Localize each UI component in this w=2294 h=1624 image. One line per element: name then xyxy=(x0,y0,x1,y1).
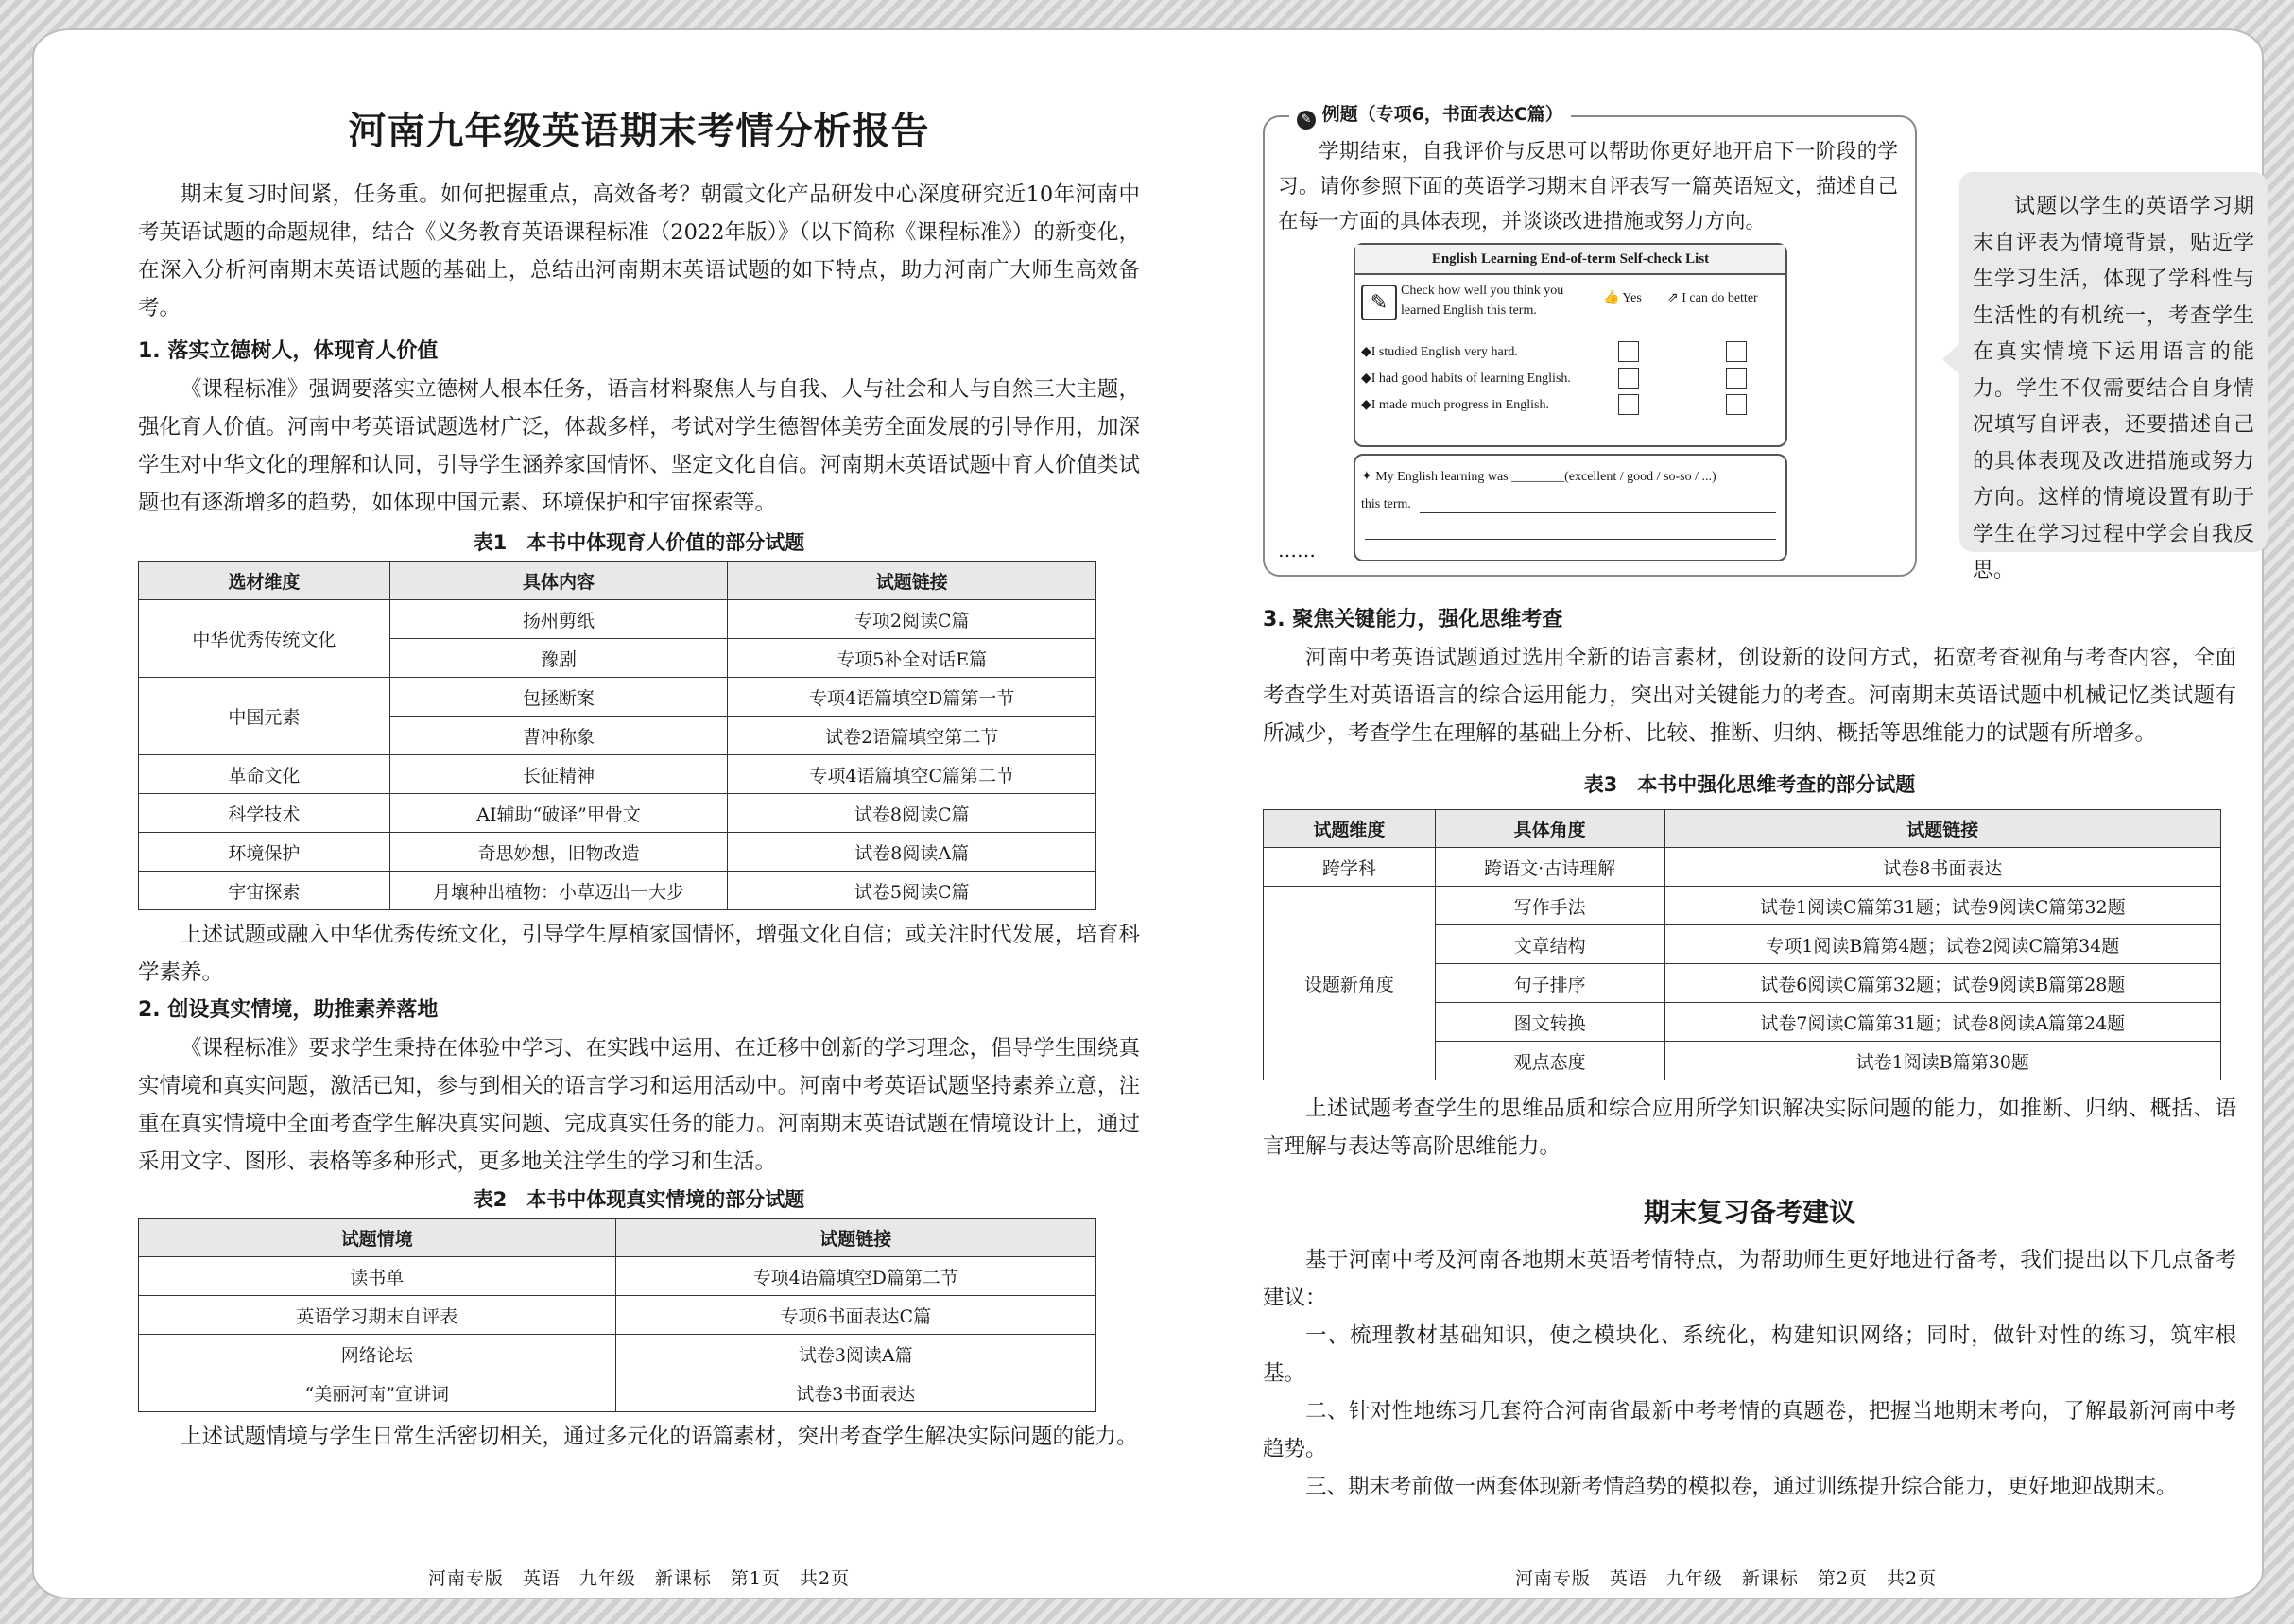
table-3-header: 试题链接 xyxy=(1664,810,2220,848)
example-text: 学期结束，自我评价与反思可以帮助你更好地开启下一阶段的学习。请你参照下面的英语学习期末自评表写一篇英语短文，描述自己在每一方面的具体表现，并谈谈改进措施或努力方向。 xyxy=(1278,140,1898,233)
table-cell: 英语学习期末自评表 xyxy=(139,1296,616,1335)
table-2-caption: 表2 本书中体现真实情境的部分试题 xyxy=(473,1188,805,1211)
better-checkbox[interactable] xyxy=(1726,394,1747,415)
table-2-header: 试题链接 xyxy=(615,1219,1095,1257)
better-label: I can do better xyxy=(1682,291,1758,305)
section-3-heading: 3. 聚焦关键能力，强化思维考查 xyxy=(1263,608,1563,631)
answer-line xyxy=(1365,539,1776,540)
card-title: English Learning End-of-term Self-check List xyxy=(1355,245,1785,275)
better-checkbox[interactable] xyxy=(1726,341,1747,362)
table-row xyxy=(139,678,1096,717)
table-cell: 观点态度 xyxy=(1435,1042,1664,1080)
writing-line-2: this term. xyxy=(1361,497,1411,511)
table-row xyxy=(139,794,1096,833)
document-sheet xyxy=(32,28,2264,1599)
table-cell: 网络论坛 xyxy=(139,1335,616,1373)
review-item: 二、针对性地练习几套符合河南省最新中考考情的真题卷，把握当地期末考向，了解最新河南中考趋势。 xyxy=(1263,1399,2236,1461)
table-row xyxy=(139,600,1096,639)
table-cell: 革命文化 xyxy=(139,755,390,794)
checklist-item: ◆I made much progress in English. xyxy=(1361,398,1549,412)
left-page xyxy=(138,30,1140,1598)
table-3-caption: 表3 本书中强化思维考查的部分试题 xyxy=(1583,773,1916,796)
intro-paragraph: 期末复习时间紧，任务重。如何把握重点，高效备考？朝霞文化产品研发中心深度研究近10年河南中考英语试题的命题规律，结合《义务教育英语课程标准（2022年版）》（以下简称《课程标准》）的新变化，在深入分析河南期末英语试题的基础上，总结出河南期末英语试题的如下特点，助力河南广大师生高效备考。 xyxy=(138,182,1140,320)
table-row xyxy=(1264,887,2221,925)
table-cell: 试卷1阅读B篇第30题 xyxy=(1664,1042,2220,1080)
table-cell: 跨学科 xyxy=(1264,848,1436,887)
page-2-footer: 河南专版 英语 九年级 新课标 第2页 共2页 xyxy=(1514,1568,1938,1589)
page-1-footer: 河南专版 英语 九年级 新课标 第1页 共2页 xyxy=(427,1568,851,1589)
table-cell: 试卷3书面表达 xyxy=(615,1373,1095,1412)
table-cell: 试卷8阅读C篇 xyxy=(728,794,1096,833)
table-cell: 试卷8书面表达 xyxy=(1664,848,2220,887)
table-cell: “美丽河南”宣讲词 xyxy=(139,1373,616,1412)
table-row xyxy=(139,833,1096,872)
table-cell: 专项6书面表达C篇 xyxy=(615,1296,1095,1335)
table-1-caption: 表1 本书中体现育人价值的部分试题 xyxy=(473,531,805,554)
commentary-bubble: 试题以学生的英语学习期末自评表为情境背景，贴近学生学习生活，体现了学科性与生活性的有机统一，考查学生在真实情境下运用语言的能力。学生不仅需要结合自身情况填写自评表，还要描述自己的具体表现及改进措施或努力方向。这样的情境设置有助于学生在学习过程中学会自我反思。 xyxy=(1959,172,2268,552)
section-3-text: 河南中考英语试题通过选用全新的语言素材，创设新的设问方式，拓宽考查视角与考查内容，全面考查学生对英语语言的综合运用能力，突出对关键能力的考查。河南期末英语试题中机械记忆类试题有所减少，考查学生在理解的基础上分析、比较、推断、归纳、概括等思维能力的试题有所增多。 xyxy=(1263,646,2236,746)
table-cell: 曹冲称象 xyxy=(389,717,728,755)
table-cell: 试卷3阅读A篇 xyxy=(615,1335,1095,1373)
table-cell: 包拯断案 xyxy=(389,678,728,717)
table-cell: 设题新角度 xyxy=(1264,887,1436,1080)
table-cell: 长征精神 xyxy=(389,755,728,794)
table-cell: 专项1阅读B篇第4题；试卷2阅读C篇第34题 xyxy=(1664,925,2220,964)
table-1-header: 试题链接 xyxy=(728,562,1096,600)
table-cell: 专项4语篇填空C篇第二节 xyxy=(728,755,1096,794)
example-label-text: 例题（专项6，书面表达C篇） xyxy=(1321,104,1563,125)
table-cell: 试卷6阅读C篇第32题；试卷9阅读B篇第28题 xyxy=(1664,964,2220,1003)
table-row xyxy=(139,1335,1096,1373)
table-row xyxy=(139,755,1096,794)
review-item: 一、梳理教材基础知识，使之模块化、系统化，构建知识网络；同时，做针对性的练习，筑牢根基。 xyxy=(1263,1323,2236,1386)
pencil-icon: ✎ xyxy=(1297,111,1316,130)
table-cell: 试卷1阅读C篇第31题；试卷9阅读C篇第32题 xyxy=(1664,887,2220,925)
ellipsis: …… xyxy=(1278,539,1316,561)
table-cell: 试卷2语篇填空第二节 xyxy=(728,717,1096,755)
right-page xyxy=(1216,30,2254,1598)
better-column-label xyxy=(1667,290,1758,306)
section-2-heading: 2. 创设真实情境，助推素养落地 xyxy=(138,998,439,1022)
section-1-text: 《课程标准》强调要落实立德树人根本任务，语言材料聚焦人与自我、人与社会和人与自然三大主题，强化育人价值。河南中考英语试题选材广泛，体裁多样，考试对学生德智体美劳全面发展的引导作用，加深学生对中华文化的理解和认同，引导学生涵养家国情怀、坚定文化自信。河南期末英语试题中育人价值类试题也有逐渐增多的趋势，如体现中国元素、环境保护和宇宙探索等。 xyxy=(138,377,1140,515)
review-intro: 基于河南中考及河南各地期末英语考情特点，为帮助师生更好地进行备考，我们提出以下几点备考建议： xyxy=(1263,1248,2236,1310)
table-1-header: 具体内容 xyxy=(389,562,728,600)
section-1-heading: 1. 落实立德树人，体现育人价值 xyxy=(138,339,439,363)
bubble-tail xyxy=(1942,342,1961,376)
table-row xyxy=(139,1296,1096,1335)
table-cell: 中国元素 xyxy=(139,678,390,755)
writing-line-1 xyxy=(1361,469,1716,485)
yes-checkbox[interactable] xyxy=(1618,368,1639,389)
thumbs-up-icon: 👍 xyxy=(1603,291,1620,305)
self-check-card xyxy=(1354,243,1787,447)
section-2-text: 《课程标准》要求学生秉持在体验中学习、在实践中运用、在迁移中创新的学习理念，倡导学生围绕真实情境和真实问题，激活已知，参与到相关的语言学习和运用活动中。河南中考英语试题坚持素养立意，注重在真实情境中全面考查学生解决真实问题、完成真实任务的能力。河南期末英语试题在情境设计上，通过采用文字、图形、表格等多种形式，更多地关注学生的学习和生活。 xyxy=(138,1036,1140,1174)
table-3-header: 试题维度 xyxy=(1264,810,1436,848)
table-3-header: 具体角度 xyxy=(1435,810,1664,848)
example-label xyxy=(1289,100,1571,130)
table-row xyxy=(139,872,1096,910)
checklist-item: ◆I studied English very hard. xyxy=(1361,345,1518,359)
table-cell: 读书单 xyxy=(139,1257,616,1296)
table-row xyxy=(139,1373,1096,1412)
table-cell: 试卷7阅读C篇第31题；试卷8阅读A篇第24题 xyxy=(1664,1003,2220,1042)
table-1 xyxy=(138,561,1096,910)
table-1-header: 选材维度 xyxy=(139,562,390,600)
table-cell: 专项4语篇填空D篇第二节 xyxy=(615,1257,1095,1296)
yes-checkbox[interactable] xyxy=(1618,341,1639,362)
table-cell: 专项5补全对话E篇 xyxy=(728,639,1096,678)
table-row xyxy=(1264,848,2221,887)
table-cell: AI辅助“破译”甲骨文 xyxy=(389,794,728,833)
table-2 xyxy=(138,1218,1096,1412)
table-2-header: 试题情境 xyxy=(139,1219,616,1257)
table-cell: 专项4语篇填空D篇第一节 xyxy=(728,678,1096,717)
writing-card xyxy=(1354,454,1787,561)
table-cell: 句子排序 xyxy=(1435,964,1664,1003)
table-cell: 月壤种出植物：小草迈出一大步 xyxy=(389,872,728,910)
yes-column-label xyxy=(1603,290,1642,306)
table-cell: 图文转换 xyxy=(1435,1003,1664,1042)
table-cell: 科学技术 xyxy=(139,794,390,833)
table-cell: 奇思妙想，旧物改造 xyxy=(389,833,728,872)
table-cell: 宇宙探索 xyxy=(139,872,390,910)
table-cell: 中华优秀传统文化 xyxy=(139,600,390,678)
table-cell: 扬州剪纸 xyxy=(389,600,728,639)
table-cell: 环境保护 xyxy=(139,833,390,872)
table-row xyxy=(139,1257,1096,1296)
sparkle-icon: ✦ xyxy=(1361,470,1372,484)
table-3 xyxy=(1263,809,2221,1080)
card-prompt: Check how well you think you learned English this term. xyxy=(1401,284,1564,318)
page-title: 河南九年级英语期末考情分析报告 xyxy=(348,110,930,153)
section-2-summary: 上述试题情境与学生日常生活密切相关，通过多元化的语篇素材，突出考查学生解决实际问题的能力。 xyxy=(181,1425,1138,1449)
review-title: 期末复习备考建议 xyxy=(1643,1197,1855,1228)
review-item: 三、期末考前做一两套体现新考情趋势的模拟卷，通过训练提升综合能力，更好地迎战期末。 xyxy=(1305,1475,2178,1499)
section-1-summary: 上述试题或融入中华优秀传统文化，引导学生厚植家国情怀，增强文化自信；或关注时代发展，培育科学素养。 xyxy=(138,923,1140,985)
growth-arrow-icon: ⇗ xyxy=(1667,291,1679,305)
writing-prompt: My English learning was ________(excellent / good / so-so / ...) xyxy=(1375,470,1716,484)
table-cell: 专项2阅读C篇 xyxy=(728,600,1096,639)
table-cell: 文章结构 xyxy=(1435,925,1664,964)
checklist-item: ◆I had good habits of learning English. xyxy=(1361,371,1571,386)
notebook-icon: ✎ xyxy=(1361,285,1397,320)
table-cell: 跨语文·古诗理解 xyxy=(1435,848,1664,887)
table-cell: 写作手法 xyxy=(1435,887,1664,925)
yes-checkbox[interactable] xyxy=(1618,394,1639,415)
answer-line xyxy=(1420,512,1776,513)
table-cell: 试卷8阅读A篇 xyxy=(728,833,1096,872)
table-cell: 豫剧 xyxy=(389,639,728,678)
yes-label: Yes xyxy=(1622,291,1642,305)
table-cell: 试卷5阅读C篇 xyxy=(728,872,1096,910)
section-3-summary: 上述试题考查学生的思维品质和综合应用所学知识解决实际问题的能力，如推断、归纳、概括、语言理解与表达等高阶思维能力。 xyxy=(1263,1097,2236,1159)
better-checkbox[interactable] xyxy=(1726,368,1747,389)
